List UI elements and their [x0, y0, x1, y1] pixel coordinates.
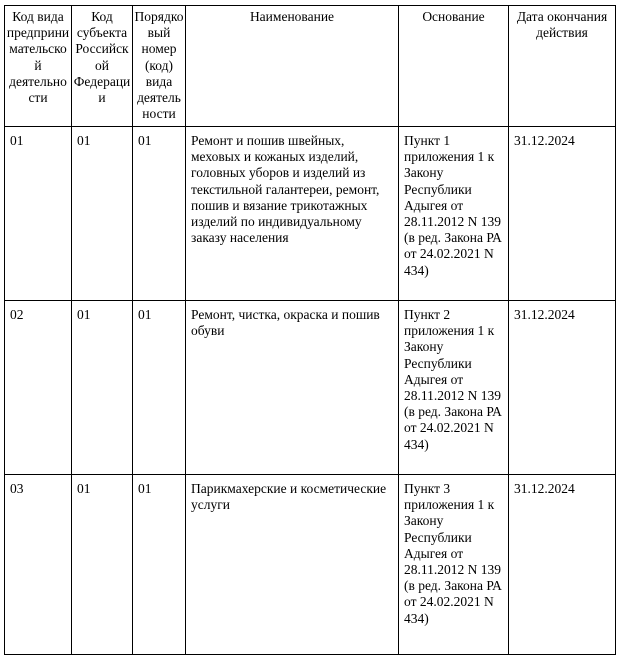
cell-end-date: 31.12.2024 [509, 301, 616, 475]
cell-end-date: 31.12.2024 [509, 127, 616, 301]
cell-activity-code: 02 [5, 301, 72, 475]
table-row [5, 301, 616, 475]
cell-region-code: 01 [72, 475, 133, 655]
cell-basis: Пункт 2 приложения 1 к Закону Республики Адыгея от 28.11.2012 N 139 (в ред. Закона РА от 24.02.2021 N 434) [399, 301, 509, 475]
cell-basis: Пункт 1 приложения 1 к Закону Республики Адыгея от 28.11.2012 N 139 (в ред. Закона РА от 24.02.2021 N 434) [399, 127, 509, 301]
cell-activity-code: 01 [5, 127, 72, 301]
cell-ordinal: 01 [133, 127, 186, 301]
cell-end-date: 31.12.2024 [509, 475, 616, 655]
cell-name: Парикмахерские и косметические услуги [186, 475, 399, 655]
cell-activity-code: 03 [5, 475, 72, 655]
cell-basis: Пункт 3 приложения 1 к Закону Республики Адыгея от 28.11.2012 N 139 (в ред. Закона РА от 24.02.2021 N 434) [399, 475, 509, 655]
table-row [5, 475, 616, 655]
header-region-code: Код субъекта Российской Федерации [72, 6, 133, 127]
cell-region-code: 01 [72, 301, 133, 475]
cell-ordinal: 01 [133, 301, 186, 475]
header-basis: Основание [399, 6, 509, 127]
activities-table [4, 5, 616, 655]
cell-name: Ремонт, чистка, окраска и пошив обуви [186, 301, 399, 475]
cell-name: Ремонт и пошив швейных, меховых и кожаных изделий, головных уборов и изделий из текстильной галантереи, ремонт, пошив и вязание трикотажных изделий по индивидуальному заказу населения [186, 127, 399, 301]
header-name: Наименование [186, 6, 399, 127]
cell-ordinal: 01 [133, 475, 186, 655]
header-activity-code: Код вида предпринимательской деятельности [5, 6, 72, 127]
header-end-date: Дата окончания действия [509, 6, 616, 127]
cell-region-code: 01 [72, 127, 133, 301]
table-header-row [5, 6, 616, 127]
table-row [5, 127, 616, 301]
header-ordinal-number: Порядковый номер (код) вида деятельности [133, 6, 186, 127]
